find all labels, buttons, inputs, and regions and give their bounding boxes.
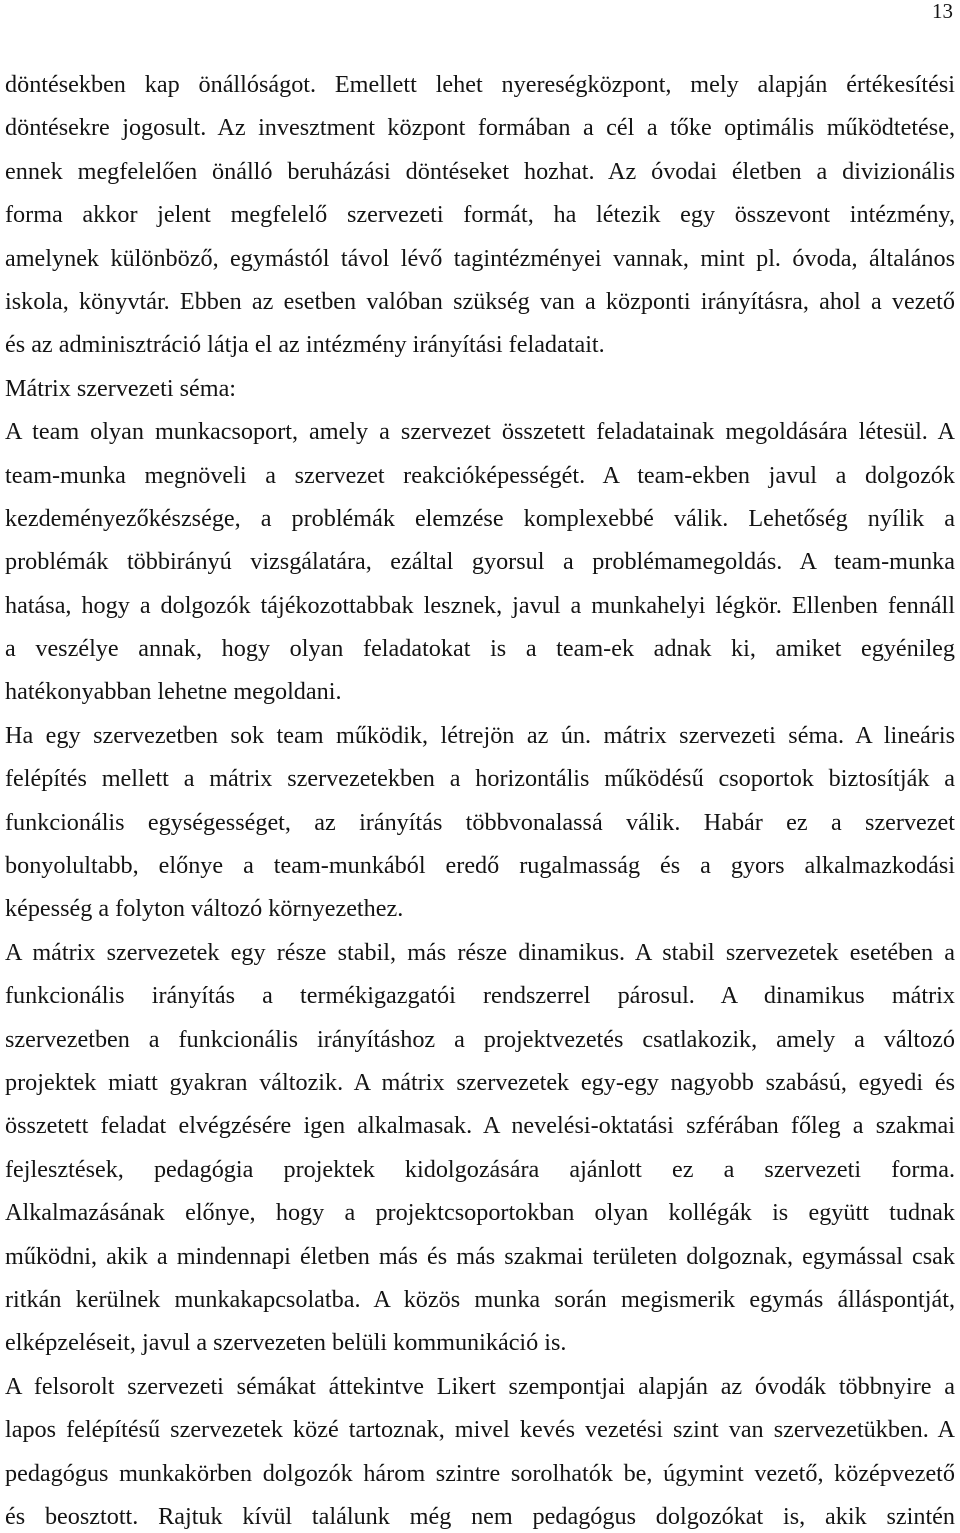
text-line: A team olyan munkacsoport, amely a szervezet összetett feladatainak megoldására létesül. A: [5, 418, 955, 446]
text-line: amelynek különböző, egymástól távol lévő tagintézményei vannak, mint pl. óvoda, általános: [5, 244, 955, 272]
text-line: A felsorolt szervezeti sémákat áttekintve Likert szempontjai alapján az óvodák többnyire a: [5, 1372, 955, 1400]
text-line: pedagógus munkakörben dolgozók három szintre sorolhatók be, úgymint vezető, középvezető: [5, 1459, 955, 1487]
text-line: problémák többirányú vizsgálatára, ezáltal gyorsul a problémamegoldás. A team-munka: [5, 548, 955, 576]
document-body: [5, 70, 955, 1532]
paragraph: [5, 70, 955, 360]
text-line: funkcionális irányítás a termékigazgatói rendszerrel párosul. A dinamikus mátrix: [5, 982, 955, 1010]
text-line: felépítés mellett a mátrix szervezetekben a horizontális működésű csoportok biztosítják a: [5, 765, 955, 793]
text-line: lapos felépítésű szervezetek közé tartoznak, mivel kevés vezetési szint van szervezetükben. A: [5, 1416, 955, 1444]
text-line: döntésekre jogosult. Az invesztment központ formában a cél a tőke optimális működtetése,: [5, 114, 955, 142]
paragraph: [5, 721, 955, 925]
paragraph: [5, 1372, 955, 1532]
text-line: döntésekben kap önállóságot. Emellett lehet nyereségközpont, mely alapján értékesítési: [5, 71, 955, 98]
text-line: ritkán kerülnek munkakapcsolatba. A közös munka során megismerik egymás álláspontját,: [5, 1285, 955, 1313]
text-line: összetett feladat elvégzésére igen alkalmasak. A nevelési-oktatási szférában főleg a szakmai: [5, 1112, 955, 1140]
text-line: forma akkor jelent megfelelő szervezeti formát, ha létezik egy összevont intézmény,: [5, 201, 955, 229]
text-line: szervezetben a funkcionális irányításhoz a projektvezetés csatlakozik, amely a változó: [5, 1025, 955, 1053]
text-line: Alkalmazásának előnye, hogy a projektcsoportokban olyan kollégák is együtt tudnak: [5, 1199, 955, 1227]
text-line: és beosztott. Rajtuk kívül találunk még nem pedagógus dolgozókat is, akik szintén: [5, 1502, 955, 1530]
paragraph: [5, 938, 955, 1359]
text-line: hatása, hogy a dolgozók tájékozottabbak lesznek, javul a munkahelyi légkör. Ellenben fennáll: [5, 591, 955, 619]
text-line: ennek megfelelően önálló beruházási döntéseket hozhat. Az óvodai életben a divizionális: [5, 157, 955, 185]
page-number: 13: [932, 0, 953, 23]
text-line: team-munka megnöveli a szervezet reakcióképességét. A team-ekben javul a dolgozók: [5, 461, 955, 489]
text-line: elképzeléseit, javul a szervezeten belüli kommunikáció is.: [5, 1329, 567, 1357]
text-line: funkcionális egységességet, az irányítás többvonalassá válik. Habár ez a szervezet: [5, 808, 955, 836]
section-heading: [5, 374, 955, 404]
text-line: működni, akik a mindennapi életben más és más szakmai területen dolgoznak, egymással csak: [5, 1242, 955, 1270]
text-line: bonyolultabb, előnye a team-munkából eredő rugalmasság és a gyors alkalmazkodási: [5, 852, 955, 880]
text-line: fejlesztések, pedagógia projektek kidolgozására ajánlott ez a szervezeti forma.: [5, 1155, 955, 1183]
text-line: A mátrix szervezetek egy része stabil, más része dinamikus. A stabil szervezetek esetében a: [5, 938, 955, 966]
text-line: projektek miatt gyakran változik. A mátrix szervezetek egy-egy nagyobb szabású, egyedi és: [5, 1068, 955, 1096]
text-line: kezdeményezőkészsége, a problémák elemzése komplexebbé válik. Lehetőség nyílik a: [5, 504, 955, 532]
text-line: iskola, könyvtár. Ebben az esetben valóban szükség van a központi irányításra, ahol a vezető: [5, 287, 955, 315]
paragraph: [5, 417, 955, 707]
text-line: a veszélye annak, hogy olyan feladatokat is a team-ek adnak ki, amiket egyénileg: [5, 635, 955, 663]
text-line: Mátrix szervezeti séma:: [5, 374, 237, 402]
text-line: és az adminisztráció látja el az intézmény irányítási feladatait.: [5, 331, 605, 359]
text-line: képesség a folyton változó környezethez.: [5, 895, 404, 923]
text-line: Ha egy szervezetben sok team működik, létrejön az ún. mátrix szervezeti séma. A lineáris: [5, 721, 955, 749]
text-line: hatékonyabban lehetne megoldani.: [5, 678, 342, 706]
